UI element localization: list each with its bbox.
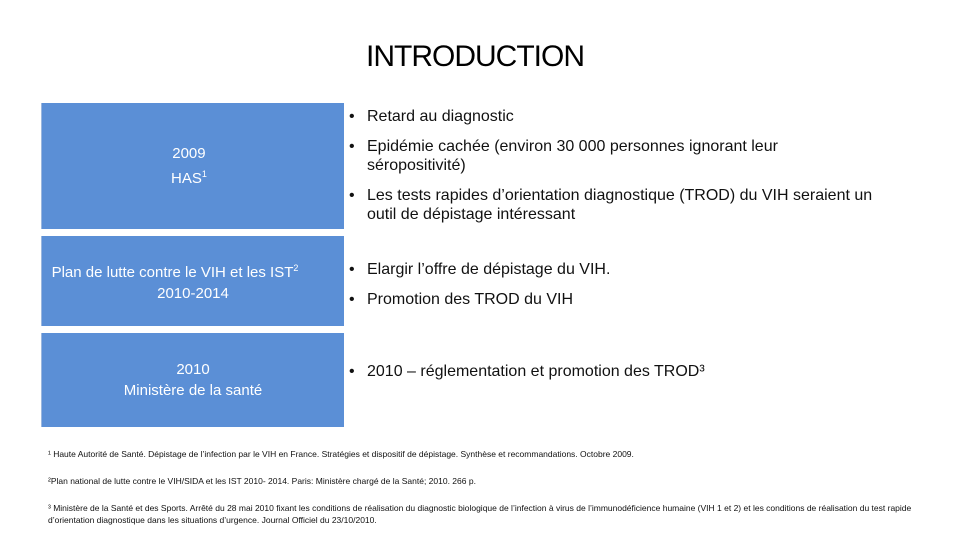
box-has-year: 2009 bbox=[172, 145, 206, 162]
bullet-item: • Elargir l’offre de dépistage du VIH. bbox=[349, 260, 909, 279]
bullet-item: • Les tests rapides d’orientation diagnostique (TROD) du VIH seraient un outil de dépistage intéressant bbox=[349, 186, 897, 224]
box-has-2009 bbox=[41, 103, 344, 229]
box-has-label: HAS$^1$ bbox=[171, 169, 207, 187]
footnote-3: ³ Ministère de la Santé et des Sports. Arrêté du 28 mai 2010 fixant les conditions de réalisation du diagnostic biologique de l’infection à virus de l’immunodéficience humaine (VIH 1 et 2) et les conditions de réalisation du test rapide d’orientation diagnostique dans les situations d’urgence. Journal Officiel du 23/10/2010. bbox=[48, 503, 912, 525]
bullet-group-has bbox=[349, 107, 909, 224]
bullet-item: • Promotion des TROD du VIH bbox=[349, 290, 909, 309]
slide-title: INTRODUCTION bbox=[366, 40, 584, 73]
bullet-item: • Epidémie cachée (environ 30 000 personnes ignorant leur séropositivité) bbox=[349, 137, 807, 175]
box-ministere-label: Ministère de la santé bbox=[123, 382, 263, 399]
box-plan-title: Plan de lutte contre le VIH et les IST$^2$ bbox=[51, 263, 299, 281]
box-ministere bbox=[41, 333, 344, 427]
bullet-item: • 2010 – réglementation et promotion des TROD³ bbox=[349, 362, 909, 381]
box-plan-years: 2010-2014 bbox=[157, 285, 229, 302]
bullet-item: • Retard au diagnostic bbox=[349, 107, 909, 126]
bullet-group-ministere bbox=[349, 362, 909, 381]
box-ministere-year: 2010 bbox=[176, 361, 210, 378]
footnote-1: ¹ Haute Autorité de Santé. Dépistage de l’infection par le VIH en France. Stratégies et dispositif de dépistage. Synthèse et recommandations. Octobre 2009. bbox=[48, 449, 634, 459]
footnote-2: ²Plan national de lutte contre le VIH/SIDA et les IST 2010- 2014. Paris: Ministère chargé de la Santé; 2010. 266 p. bbox=[48, 476, 476, 486]
bullet-group-plan bbox=[349, 260, 909, 309]
box-plan-vih bbox=[41, 236, 344, 326]
